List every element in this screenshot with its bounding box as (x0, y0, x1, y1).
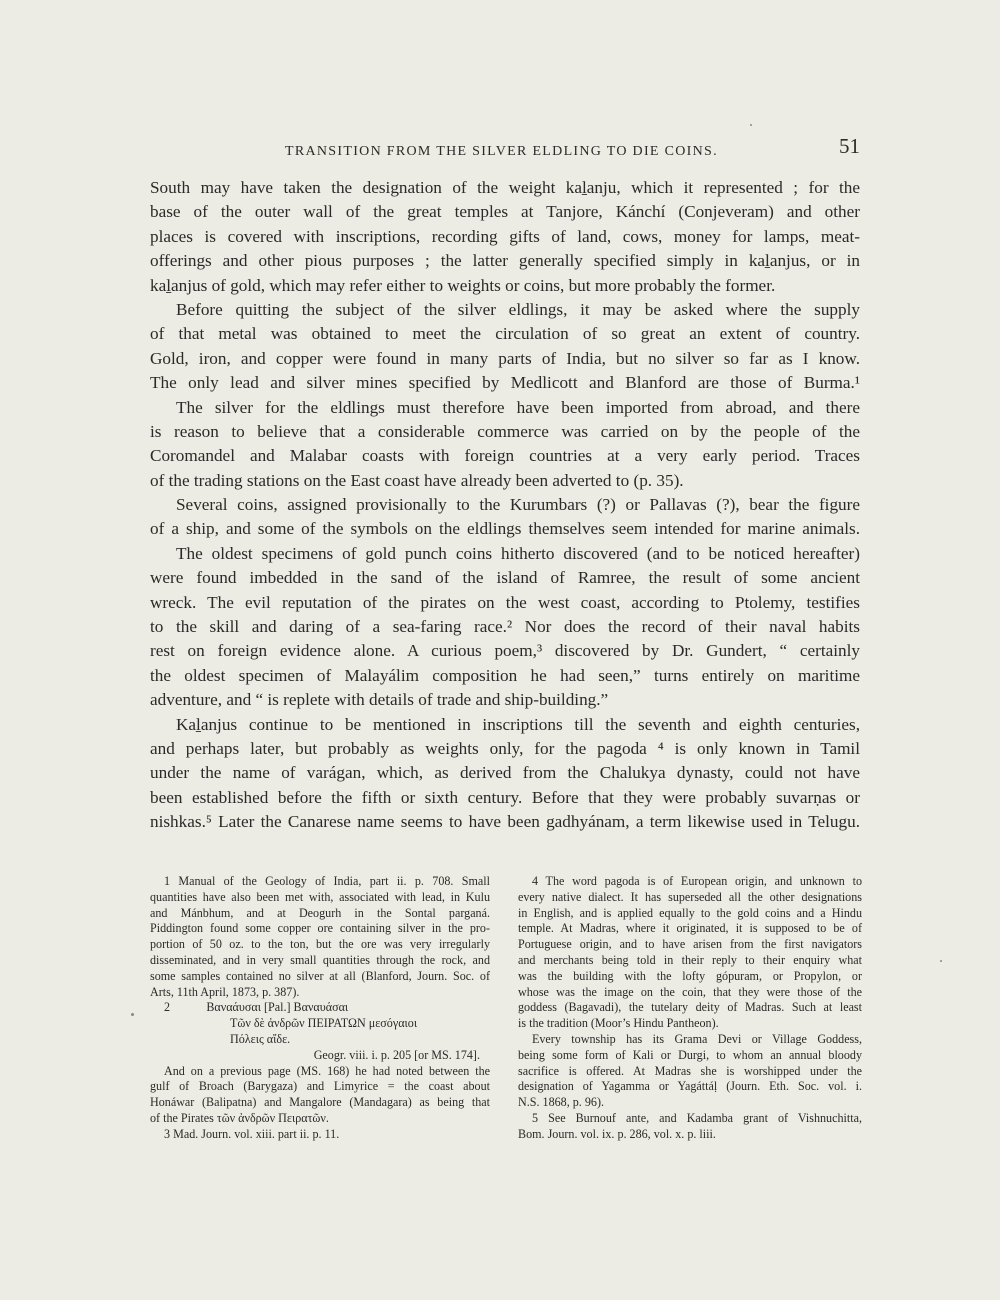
footnote-line: N.S. 1868, p. 96). (518, 1095, 605, 1110)
footnote-line: is the tradition (Moor’s Hindu Pantheon). (518, 1016, 719, 1031)
body-line: under the name of varágan, which, as derived from the Chalukya dynasty, could not have (150, 763, 860, 783)
page-number: 51 (839, 134, 860, 158)
body-line: The oldest specimens of gold punch coins hitherto discovered (and to be noticed hereafter) (176, 543, 860, 563)
body-line: The only lead and silver mines specified by Medlicott and Blanford are those of Burma.¹ (150, 373, 860, 393)
footnote-line: and Mánbhum, and at Deogurh in the Sontal parganá. (150, 905, 490, 920)
body-line: Several coins, assigned provisionally to the Kurumbars (?) or Pallavas (?), bear the figure (176, 495, 860, 515)
footnote-line: Bom. Journ. vol. ix. p. 286, vol. x. p. liii. (518, 1126, 716, 1141)
body-line: nishkas.⁵ Later the Canarese name seems to have been gadhyánam, a term likewise used in Telugu. (150, 812, 860, 832)
footnote-line: was the building with the lofty gópuram, or Propylon, or (518, 968, 862, 983)
body-line: Coromandel and Malabar coasts with foreign countries at a very early period. Traces (150, 446, 860, 466)
footnote-line: 4 The word pagoda is of European origin, and unknown to (532, 874, 862, 888)
body-line: of the trading stations on the East coast have already been adverted to (p. 35). (150, 470, 684, 490)
body-line: Kaḻanjus continue to be mentioned in inscriptions till the seventh and eighth centuries, (176, 714, 860, 734)
footnote-line: 5 See Burnouf ante, and Kadamba grant of Vishnuchitta, (532, 1110, 862, 1125)
footnote-line: goddess (Bagavadi), the tutelary deity of Madras. Such at least (518, 1000, 862, 1015)
body-line: is reason to believe that a considerable commerce was carried on by the people of the (150, 421, 860, 441)
footnote-line: gulf of Broach (Barygaza) and Limyrice = the coast about (150, 1079, 490, 1094)
footnote-line: portion of 50 oz. to the ton, but the ore was very irregularly (150, 937, 490, 952)
footnote-line: Geogr. viii. i. p. 205 [or MS. 174]. (313, 1047, 480, 1062)
body-line: Before quitting the subject of the silver eldlings, it may be asked where the supply (176, 299, 860, 319)
footnote-line: Πόλεις αἴδε. (230, 1031, 291, 1046)
body-line: base of the outer wall of the great temples at Tanjore, Kánchí (Conjeveram) and other (150, 202, 860, 222)
footnotes-left-column (150, 874, 490, 1143)
body-line: kaḻanjus of gold, which may refer either to weights or coins, but more probably the former. (150, 275, 776, 295)
footnote-line: every native dialect. It has superseded all the other designations (518, 889, 862, 904)
footnote-line: 3 Mad. Journ. vol. xiii. part ii. p. 11. (164, 1126, 340, 1141)
body-line: offerings and other pious purposes ; the latter generally specified simply in kaḻanjus, or in (150, 251, 860, 271)
body-line: South may have taken the designation of the weight kaḻanju, which it represented ; for the (150, 178, 860, 197)
footnote-line: of the Pirates τῶν ἀνδρῶν Πειρατῶν. (150, 1110, 329, 1125)
footnote-line: Honáwar (Balipatna) and Mangalore (Mandagara) as being that (150, 1095, 490, 1110)
body-line: of that metal was obtained to meet the circulation of so great an extent of country. (150, 324, 860, 344)
paper-speck (750, 124, 752, 126)
footnotes-right-column (518, 874, 862, 1143)
footnote-line: Every township has its Grama Devi or Village Goddess, (532, 1031, 862, 1046)
paper-speck (940, 960, 942, 962)
footnote-line: quantities have also been met with, associated with lead, in Kulu (150, 889, 490, 904)
body-line: were found imbedded in the sand of the island of Ramree, the result of some ancient (150, 568, 860, 588)
footnote-line: disseminated, and in very small quantities through the rock, and (150, 952, 490, 967)
body-line: wreck. The evil reputation of the pirates on the west coast, according to Ptolemy, testifies (150, 592, 860, 612)
body-line: adventure, and “ is replete with details of trade and ship-building.” (150, 690, 609, 710)
footnote-line: whose was the image on the coin, that they were those of the (518, 984, 862, 999)
body-line: places is covered with inscriptions, recording gifts of land, cows, money for lamps, meat- (150, 226, 860, 246)
footnote-line: temple. At Madras, where it originated, it is supposed to be of (518, 921, 862, 936)
body-text (150, 176, 860, 835)
body-line: and perhaps later, but probably as weights only, for the pagoda ⁴ is only known in Tamil (150, 738, 860, 758)
footnote-line: 2 Βαναάυσαι [Pal.] Βαναυάσαι (164, 1000, 349, 1015)
body-line: The silver for the eldlings must therefore have been imported from abroad, and there (176, 397, 860, 417)
footnote-line: Arts, 11th April, 1873, p. 387). (150, 984, 300, 999)
body-line: the oldest specimen of Malayálim composition he had seen,” turns entirely on maritime (150, 665, 860, 685)
footnote-line: Portuguese origin, and to have arisen from the first navigators (518, 937, 862, 952)
body-line: Gold, iron, and copper were found in many parts of India, but no silver so far as I know. (150, 348, 860, 368)
footnote-line: some samples contained no silver at all (Blanford, Journ. Soc. of (150, 968, 490, 983)
footnote-line: And on a previous page (MS. 168) he had noted between the (164, 1063, 490, 1078)
footnote-line: Piddington found some copper ore containing silver in the pro- (150, 921, 490, 936)
body-line: to the skill and daring of a sea-faring race.² Nor does the record of their naval habits (150, 617, 860, 637)
footnote-line: Τῶν δὲ ἀνδρῶν ΠΕΙΡΑΤΩΝ μεσόγαιοι (230, 1016, 418, 1031)
footnote-line: in English, and is applied equally to the gold coins and a Hindu (518, 905, 862, 920)
paper-speck (131, 1013, 134, 1016)
footnote-line: and merchants being told in their reply to their enquiry what (518, 952, 862, 967)
body-line: been established before the fifth or sixth century. Before that they were probably suvarṇas or (150, 787, 860, 807)
footnote-line: being some form of Kali or Durgi, to whom an annual bloody (518, 1047, 862, 1062)
footnote-line: sacrifice is offered. At Madras she is worshipped under the (518, 1063, 862, 1078)
footnote-line: designation of Yagamma or Yagáttáḷ (Journ. Eth. Soc. vol. i. (518, 1079, 862, 1094)
running-title: TRANSITION FROM THE SILVER ELDLING TO DIE COINS. (285, 144, 718, 159)
footnote-line: 1 Manual of the Geology of India, part ii. p. 708. Small (164, 874, 490, 888)
body-line: of a ship, and some of the symbols on the eldlings themselves seem intended for marine animals. (150, 519, 860, 539)
body-line: rest on foreign evidence alone. A curious poem,³ discovered by Dr. Gundert, “ certainly (150, 641, 860, 661)
